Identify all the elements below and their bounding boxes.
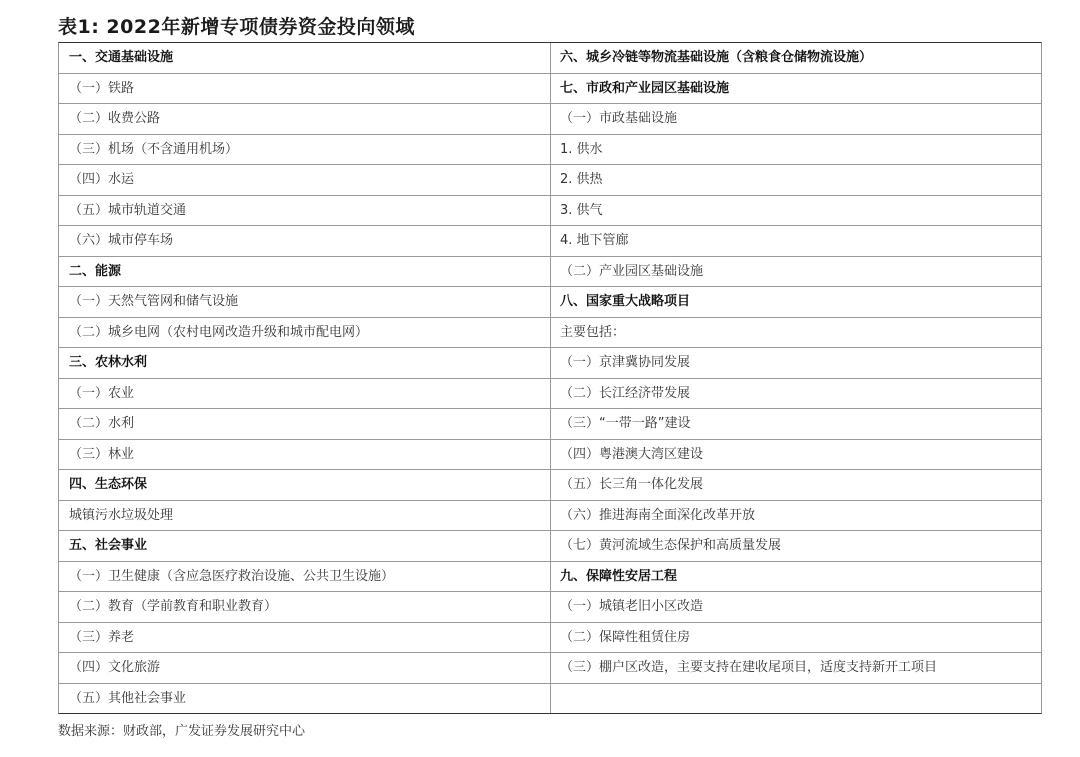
table-row: （一）市政基础设施: [550, 104, 1041, 135]
table-row: （二）城乡电网（农村电网改造升级和城市配电网）: [59, 318, 550, 349]
table-row: （五）其他社会事业: [69, 690, 187, 706]
table-section-header: 四、生态环保: [59, 470, 550, 501]
table-row: [550, 684, 1041, 715]
table-row: 2. 供热: [550, 165, 1041, 196]
table-row: （七）黄河流域生态保护和高质量发展: [550, 531, 1041, 562]
table-row: （四）文化旅游: [59, 653, 550, 684]
table-row: （三）机场（不含通用机场）: [59, 135, 550, 166]
table-row: 城镇污水垃圾处理: [59, 501, 550, 532]
table-column-right: [550, 43, 1041, 713]
table-row: （一）农业: [59, 379, 550, 410]
table-row: （三）林业: [59, 440, 550, 471]
table-row: （二）保障性租赁住房: [550, 623, 1041, 654]
table-column-left: [59, 43, 551, 713]
table-row: （六）城市停车场: [59, 226, 550, 257]
table-title: 表1: 2022年新增专项债券资金投向领域: [58, 16, 415, 38]
table-row: （一）铁路: [59, 74, 550, 105]
table-row: 主要包括：: [550, 318, 1041, 349]
table-row: （五）长三角一体化发展: [550, 470, 1041, 501]
table-row: （三）棚户区改造，主要支持在建收尾项目，适度支持新开工项目: [550, 653, 1041, 684]
table-row: （四）水运: [59, 165, 550, 196]
table-row: （二）产业园区基础设施: [550, 257, 1041, 288]
table-row: 4. 地下管廊: [550, 226, 1041, 257]
table-section-header: 九、保障性安居工程: [550, 562, 1041, 593]
table-row: 3. 供气: [550, 196, 1041, 227]
table-row: （二）长江经济带发展: [550, 379, 1041, 410]
table-section-header: 一、交通基础设施: [59, 43, 550, 74]
data-source-note: 数据来源：财政部，广发证券发展研究中心: [58, 724, 306, 739]
table-section-header: 八、国家重大战略项目: [550, 287, 1041, 318]
table-row: （二）收费公路: [59, 104, 550, 135]
table-row: （三）养老: [59, 623, 550, 654]
table-section-header: 二、能源: [59, 257, 550, 288]
table-row: （一）京津冀协同发展: [550, 348, 1041, 379]
table-section-header: 三、农林水利: [59, 348, 550, 379]
table-row: （二）水利: [59, 409, 550, 440]
table-row: （四）粤港澳大湾区建设: [550, 440, 1041, 471]
table-row: （一）城镇老旧小区改造: [550, 592, 1041, 623]
table-row: （三）“一带一路”建设: [550, 409, 1041, 440]
table-section-header: 五、社会事业: [59, 531, 550, 562]
table-section-header: 六、城乡冷链等物流基础设施（含粮食仓储物流设施）: [550, 43, 1041, 74]
table-row: 1. 供水: [550, 135, 1041, 166]
table-row: （五）城市轨道交通: [59, 196, 550, 227]
table-row: （二）教育（学前教育和职业教育）: [59, 592, 550, 623]
table-row: （一）天然气管网和储气设施: [59, 287, 550, 318]
table-row: （一）卫生健康（含应急医疗救治设施、公共卫生设施）: [59, 562, 550, 593]
table-section-header: 七、市政和产业园区基础设施: [550, 74, 1041, 105]
table-row: （六）推进海南全面深化改革开放: [550, 501, 1041, 532]
investment-areas-table: [58, 42, 1042, 714]
